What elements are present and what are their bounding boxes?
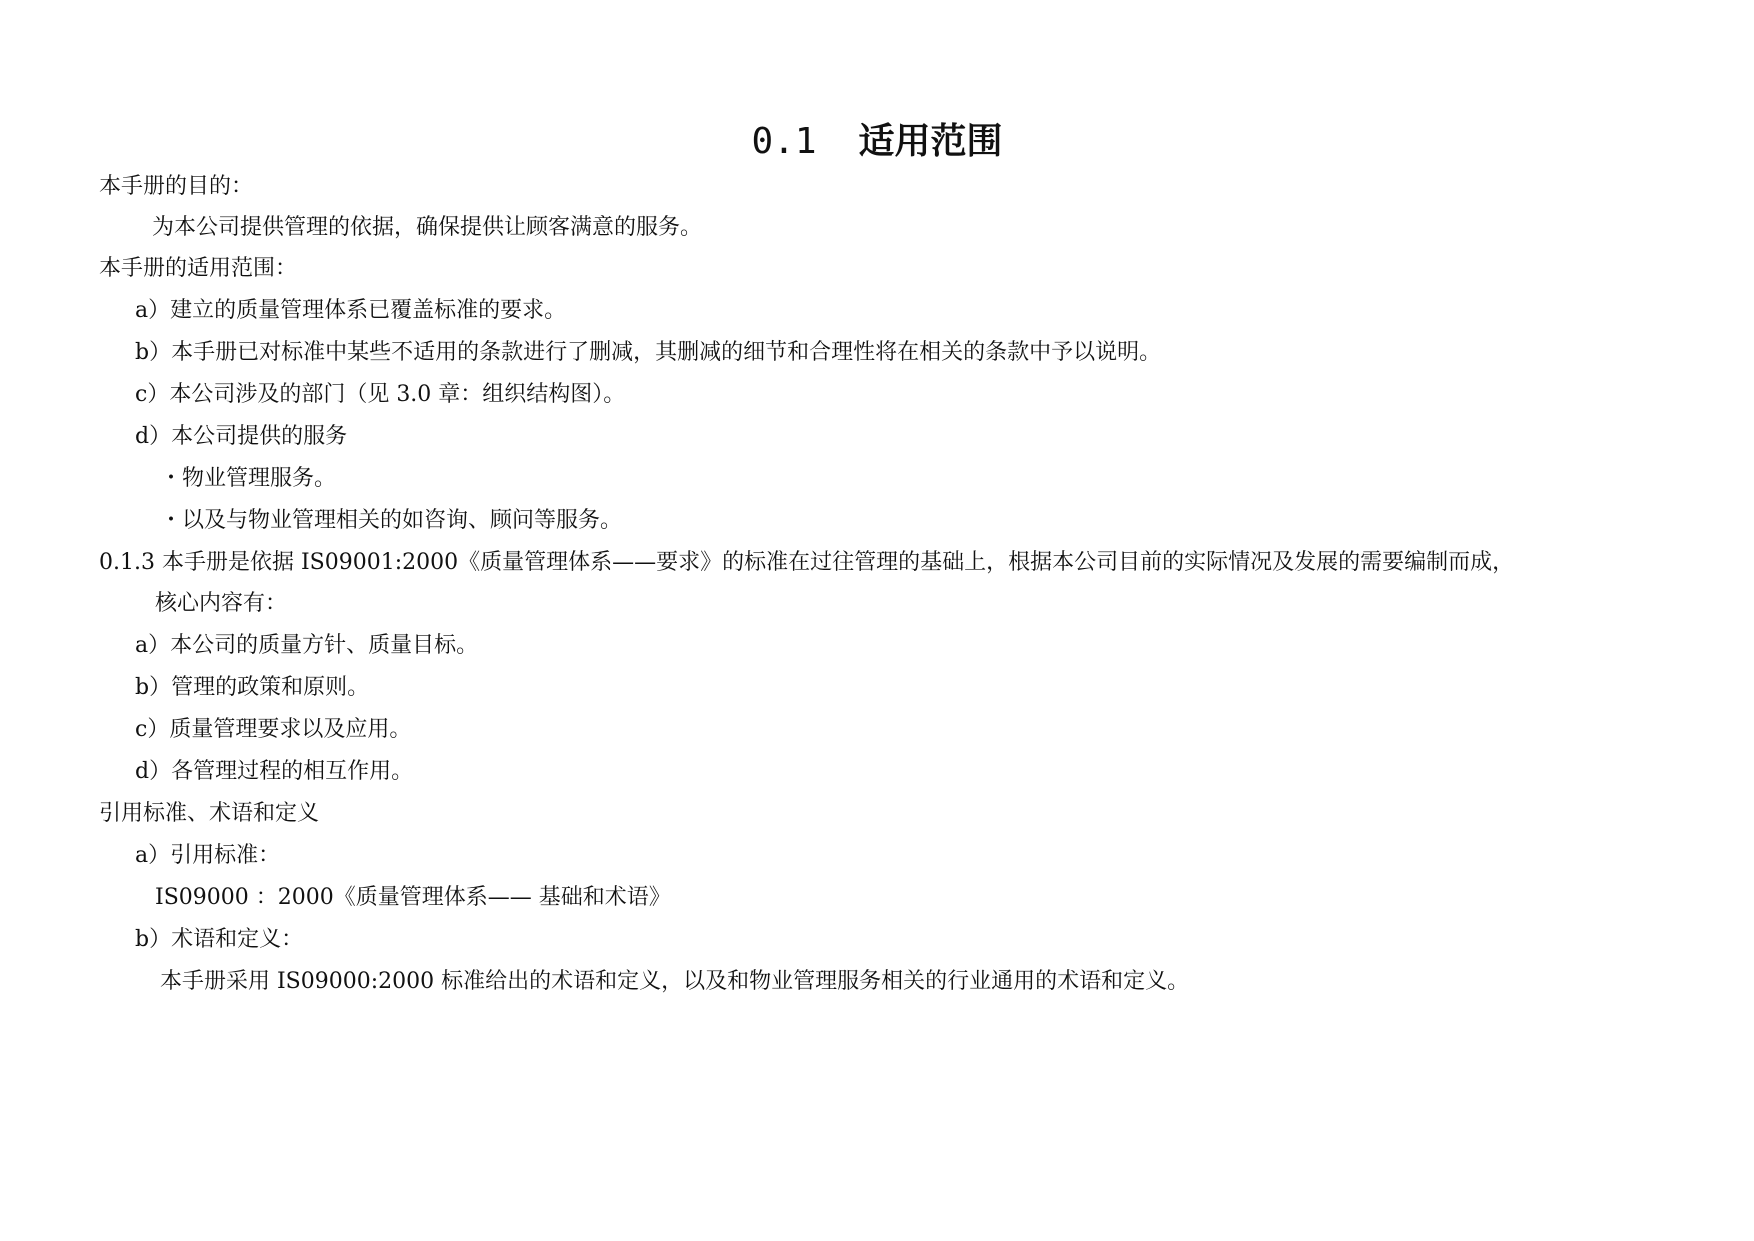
scope-item-b: b）本手册已对标准中某些不适用的条款进行了删减，其删减的细节和合理性将在相关的条款中予以说明。	[135, 340, 1162, 365]
basis-paragraph: 0.1.3 本手册是依据 IS09001:2000《质量管理体系——要求》的标准在过往管理的基础上，根据本公司目前的实际情况及发展的需要编制而成，	[99, 550, 1515, 575]
service-bullet-2: ・以及与物业管理相关的如咨询、顾问等服务。	[160, 508, 623, 533]
references-item-b: b）术语和定义：	[135, 927, 304, 952]
references-standard: IS09000 ：2000《质量管理体系—— 基础和术语》	[155, 885, 671, 910]
scope-heading: 本手册的适用范围：	[99, 256, 298, 281]
terms-text: 本手册采用 IS09000:2000 标准给出的术语和定义，以及和物业管理服务相关的行业通用的术语和定义。	[160, 969, 1190, 994]
core-item-c: c）质量管理要求以及应用。	[135, 717, 412, 742]
references-heading: 引用标准、术语和定义	[99, 801, 320, 826]
scope-item-d: d）本公司提供的服务	[135, 424, 348, 449]
core-item-d: d）各管理过程的相互作用。	[135, 759, 414, 784]
core-item-b: b）管理的政策和原则。	[135, 675, 370, 700]
service-bullet-1: ・物业管理服务。	[160, 466, 337, 491]
section-heading: 适用范围	[858, 121, 1003, 162]
purpose-heading: 本手册的目的：	[99, 174, 254, 199]
references-item-a: a）引用标准：	[135, 843, 281, 868]
core-item-a: a）本公司的质量方针、质量目标。	[135, 633, 479, 658]
scope-item-c: c）本公司涉及的部门（见 3.0 章：组织结构图）。	[135, 382, 626, 407]
section-title	[0, 120, 1754, 164]
section-number: 0.1	[751, 121, 817, 162]
scope-item-a: a）建立的质量管理体系已覆盖标准的要求。	[135, 298, 567, 323]
purpose-text: 为本公司提供管理的依据，确保提供让顾客满意的服务。	[152, 215, 703, 240]
core-content-heading: 核心内容有：	[155, 591, 288, 616]
